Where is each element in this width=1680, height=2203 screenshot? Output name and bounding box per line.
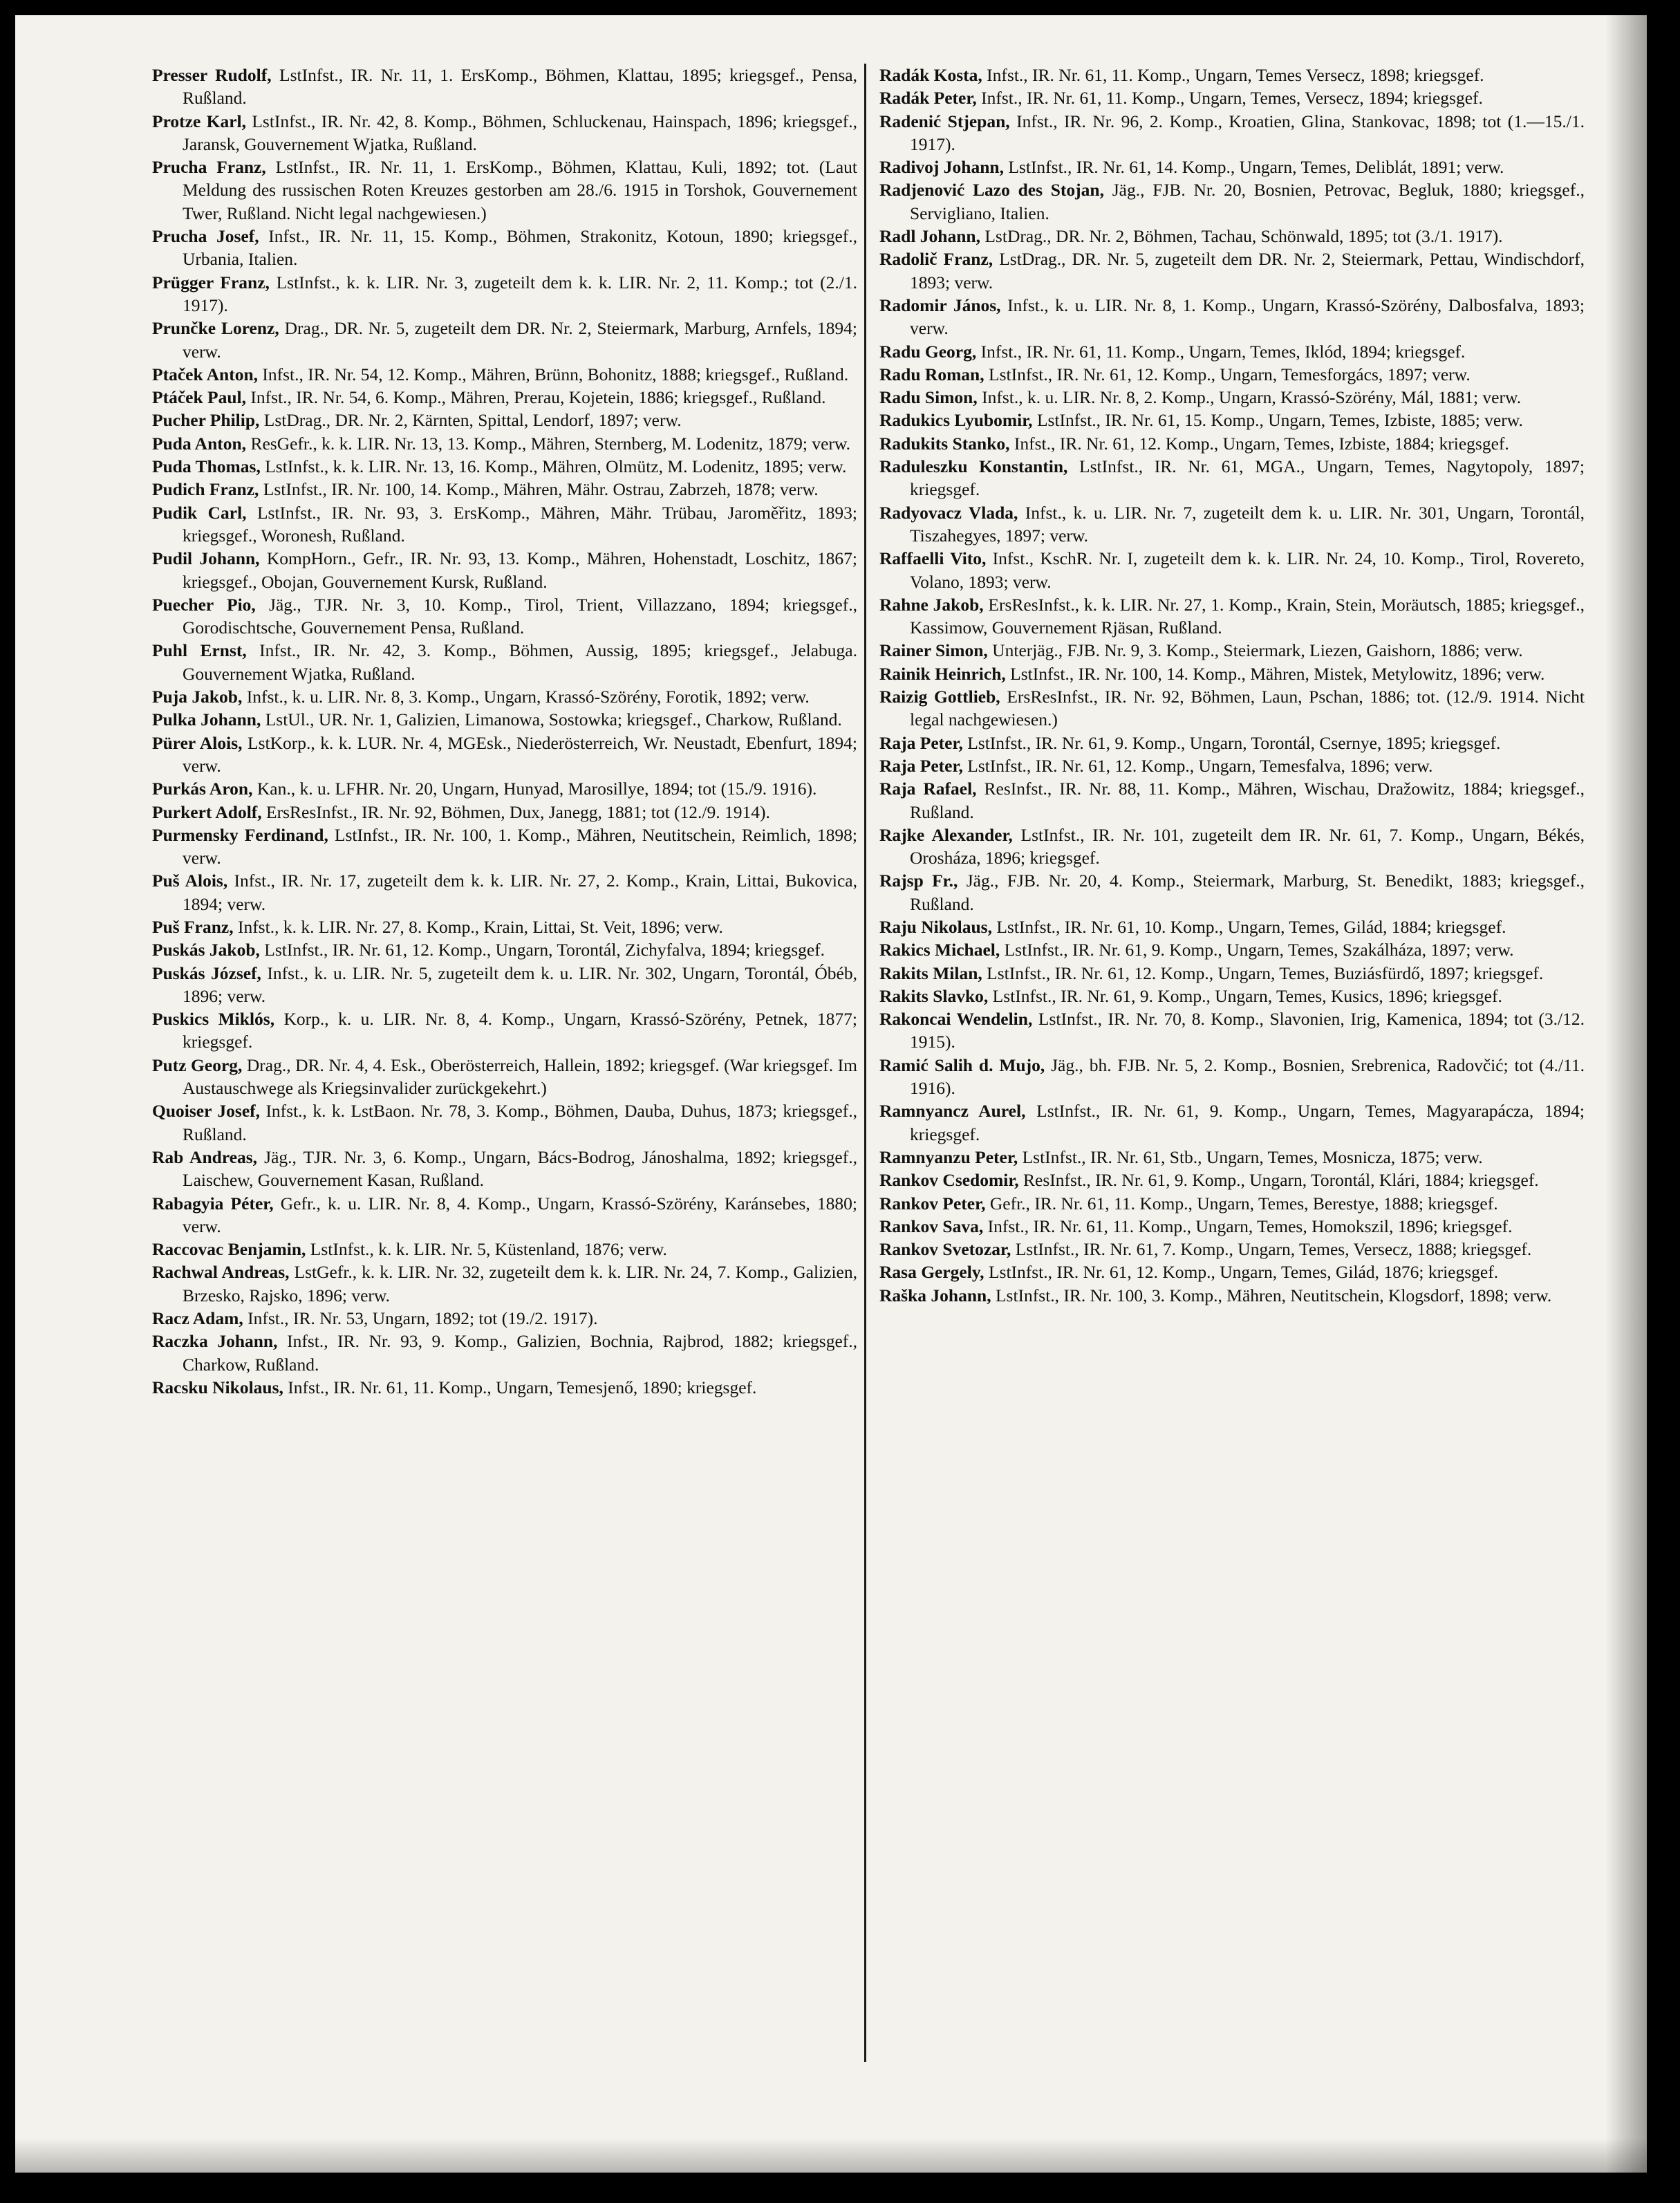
- entry-details: Infst., k. k. LstBaon. Nr. 78, 3. Komp., Böhmen, Dauba, Duhus, 1873; kriegsgef., Rußland.: [183, 1101, 857, 1144]
- entry-name: Rankov Peter,: [879, 1193, 986, 1214]
- entry-name: Puš Franz,: [152, 916, 234, 937]
- list-entry: [879, 340, 1585, 363]
- entry-name: Rakits Milan,: [879, 963, 982, 983]
- list-entry: [152, 363, 857, 386]
- entry-name: Pudik Carl,: [152, 502, 247, 523]
- list-entry: [879, 1192, 1585, 1215]
- list-entry: [152, 225, 857, 271]
- list-entry: [152, 501, 857, 548]
- entry-name: Rakits Slavko,: [879, 985, 989, 1006]
- entry-name: Radu Georg,: [879, 341, 977, 362]
- entry-name: Radu Roman,: [879, 364, 984, 384]
- entry-details: LstInfst., IR. Nr. 11, 1. ErsKomp., Böhmen, Klattau, Kuli, 1892; tot. (Laut Meldung des russischen Roten Kreuzes gestorben am 28./6. 1915 in Torshok, Gouvernement Twer, Rußland. Nicht legal nachgewiesen.): [183, 157, 857, 223]
- entry-details: Jäg., TJR. Nr. 3, 6. Komp., Ungarn, Bács-Bodrog, Jánoshalma, 1892; kriegsgef., Laischew, Gouvernement Kasan, Rußland.: [183, 1146, 857, 1191]
- entry-details: Infst., IR. Nr. 61, 11. Komp., Ungarn, Temes, Versecz, 1894; kriegsgef.: [976, 88, 1483, 109]
- entry-name: Raizig Gottlieb,: [879, 687, 1000, 707]
- entry-details: Infst., k. u. LIR. Nr. 5, zugeteilt dem k. u. LIR. Nr. 302, Ungarn, Torontál, Óbéb, 1896; verw.: [183, 963, 857, 1006]
- entry-name: Puda Anton,: [152, 433, 247, 454]
- entry-details: LstUl., UR. Nr. 1, Galizien, Limanowa, Sostowka; kriegsgef., Charkow, Rußland.: [261, 709, 842, 730]
- list-entry: [879, 1007, 1585, 1054]
- entry-details: Infst., IR. Nr. 96, 2. Komp., Kroatien, Glina, Stankovac, 1898; tot (1.—15./1. 1917).: [910, 111, 1585, 154]
- list-entry: [879, 294, 1585, 340]
- entry-details: Jäg., TJR. Nr. 3, 10. Komp., Tirol, Trient, Villazzano, 1894; kriegsgef., Gorodischtsche, Gouvernement Pensa, Rußland.: [183, 594, 857, 638]
- entry-details: Infst., IR. Nr. 61, 11. Komp., Ungarn, Temesjenő, 1890; kriegsgef.: [283, 1377, 757, 1397]
- list-entry: [879, 225, 1585, 248]
- list-entry: [152, 317, 857, 363]
- list-entry: [152, 732, 857, 778]
- list-entry: [152, 64, 857, 110]
- right-column: [879, 64, 1585, 1307]
- entry-name: Puecher Pio,: [152, 594, 256, 615]
- entry-details: LstInfst., IR. Nr. 100, 1. Komp., Mähren, Neutitschein, Reimlich, 1898; verw.: [183, 824, 857, 868]
- entry-details: LstInfst., IR. Nr. 101, zugeteilt dem IR. Nr. 61, 7. Komp., Ungarn, Békés, Orosháza, 1896; kriegsgef.: [910, 824, 1585, 868]
- entry-name: Puja Jakob,: [152, 687, 243, 707]
- left-column: [152, 64, 857, 1399]
- entry-details: LstInfst., k. k. LIR. Nr. 13, 16. Komp., Mähren, Olmütz, M. Lodenitz, 1895; verw.: [260, 456, 847, 477]
- entry-name: Raczka Johann,: [152, 1331, 278, 1352]
- entry-details: LstKorp., k. k. LUR. Nr. 4, MGEsk., Niederösterreich, Wr. Neustadt, Ebenfurt, 1894; verw.: [183, 732, 857, 776]
- entry-details: Gefr., IR. Nr. 61, 11. Komp., Ungarn, Temes, Berestye, 1888; kriegsgef.: [985, 1193, 1498, 1214]
- list-entry: [879, 86, 1585, 109]
- entry-name: Purkert Adolf,: [152, 801, 262, 822]
- entry-name: Radu Simon,: [879, 387, 978, 408]
- entry-details: LstInfst., IR. Nr. 42, 8. Komp., Böhmen, Schluckenau, Hainspach, 1896; kriegsgef., Jaransk, Gouvernement Wjatka, Rußland.: [183, 111, 857, 154]
- entry-details: Jäg., FJB. Nr. 20, 4. Komp., Steiermark, Marburg, St. Benedikt, 1883; kriegsgef., Rußland.: [910, 871, 1585, 914]
- entry-details: Infst., IR. Nr. 61, 11. Komp., Ungarn, Temes Versecz, 1898; kriegsgef.: [982, 65, 1484, 85]
- entry-name: Rankov Svetozar,: [879, 1239, 1011, 1260]
- entry-details: Infst., k. u. LIR. Nr. 8, 3. Komp., Ungarn, Krassó-Szörény, Forotik, 1892; verw.: [242, 687, 810, 707]
- list-entry: [879, 754, 1585, 777]
- entry-name: Prucha Josef,: [152, 226, 259, 247]
- entry-name: Radák Peter,: [879, 88, 977, 109]
- entry-name: Raja Peter,: [879, 732, 963, 753]
- entry-details: Kan., k. u. LFHR. Nr. 20, Ungarn, Hunyad, Marosillye, 1894; tot (15./9. 1916).: [252, 779, 817, 799]
- document-page: [15, 15, 1647, 2173]
- list-entry: [879, 869, 1585, 915]
- list-entry: [152, 938, 857, 961]
- list-entry: [879, 1054, 1585, 1100]
- entry-name: Pürer Alois,: [152, 732, 243, 753]
- list-entry: [152, 915, 857, 938]
- entry-details: ResInfst., IR. Nr. 61, 9. Komp., Ungarn, Torontál, Klári, 1884; kriegsgef.: [1018, 1170, 1539, 1191]
- list-entry: [879, 777, 1585, 824]
- entry-name: Ramnyanzu Peter,: [879, 1146, 1018, 1167]
- entry-name: Rahne Jakob,: [879, 594, 984, 615]
- entry-name: Rajsp Fr.,: [879, 871, 958, 891]
- list-entry: [879, 962, 1585, 985]
- list-entry: [879, 110, 1585, 156]
- entry-name: Rainer Simon,: [879, 640, 988, 661]
- page-edge-shadow: [1605, 15, 1647, 2173]
- entry-name: Pudich Franz,: [152, 479, 259, 500]
- entry-details: Korp., k. u. LIR. Nr. 8, 4. Komp., Ungarn, Krassó-Szörény, Petnek, 1877; kriegsgef.: [183, 1009, 857, 1052]
- entry-details: Infst., IR. Nr. 54, 12. Komp., Mähren, Brünn, Bohonitz, 1888; kriegsgef., Rußland.: [258, 364, 849, 384]
- entry-name: Radukics Lyubomir,: [879, 410, 1033, 431]
- entry-details: Infst., IR. Nr. 93, 9. Komp., Galizien, Bochnia, Rajbrod, 1882; kriegsgef., Charkow, Rußland.: [183, 1331, 858, 1375]
- entry-name: Puš Alois,: [152, 871, 228, 891]
- entry-name: Protze Karl,: [152, 111, 246, 131]
- list-entry: [152, 1376, 857, 1399]
- list-entry: [879, 547, 1585, 593]
- entry-name: Rabagyia Péter,: [152, 1193, 274, 1214]
- list-entry: [879, 1169, 1585, 1191]
- entry-name: Puskás József,: [152, 963, 261, 983]
- entry-name: Raccovac Benjamin,: [152, 1239, 306, 1260]
- entry-details: Infst., IR. Nr. 17, zugeteilt dem k. k. LIR. Nr. 27, 2. Komp., Krain, Littai, Bukovica, 1894; verw.: [183, 871, 857, 914]
- entry-name: Purmensky Ferdinand,: [152, 824, 328, 845]
- entry-details: LstGefr., k. k. LIR. Nr. 32, zugeteilt dem k. k. LIR. Nr. 24, 7. Komp., Galizien, Brzesko, Rajsko, 1896; verw.: [183, 1262, 858, 1305]
- list-entry: [152, 547, 857, 593]
- entry-details: ResGefr., k. k. LIR. Nr. 13, 13. Komp., Mähren, Sternberg, M. Lodenitz, 1879; verw.: [246, 433, 851, 454]
- entry-details: Unterjäg., FJB. Nr. 9, 3. Komp., Steiermark, Liezen, Gaishorn, 1886; verw.: [987, 640, 1523, 661]
- list-entry: [152, 824, 857, 870]
- entry-details: Infst., IR. Nr. 61, 11. Komp., Ungarn, Temes, Homokszil, 1896; kriegsgef.: [983, 1216, 1513, 1236]
- list-entry: [879, 386, 1585, 409]
- entry-details: LstInfst., k. k. LIR. Nr. 3, zugeteilt dem k. k. LIR. Nr. 2, 11. Komp.; tot (2./1. 1917).: [183, 272, 857, 315]
- list-entry: [879, 938, 1585, 961]
- list-entry: [152, 639, 857, 685]
- list-entry: [152, 1238, 857, 1261]
- list-entry: [879, 156, 1585, 178]
- entry-details: LstInfst., IR. Nr. 11, 1. ErsKomp., Böhmen, Klattau, 1895; kriegsgef., Pensa, Rußland.: [183, 65, 857, 109]
- entry-details: LstInfst., IR. Nr. 61, MGA., Ungarn, Temes, Nagytopoly, 1897; kriegsgef.: [910, 456, 1585, 500]
- entry-details: LstInfst., IR. Nr. 61, 9. Komp., Ungarn, Temes, Szakálháza, 1897; verw.: [1000, 940, 1514, 960]
- entry-name: Ramić Salih d. Mujo,: [879, 1054, 1045, 1075]
- list-entry: [152, 478, 857, 501]
- entry-name: Ptáček Paul,: [152, 387, 246, 408]
- entry-details: ErsResInfst., IR. Nr. 92, Böhmen, Dux, Janegg, 1881; tot (12./9. 1914).: [261, 801, 770, 822]
- list-entry: [879, 501, 1585, 548]
- column-divider: [864, 64, 866, 2062]
- entry-name: Pudil Johann,: [152, 548, 260, 569]
- entry-details: LstInfst., IR. Nr. 61, 9. Komp., Ungarn, Temes, Kusics, 1896; kriegsgef.: [988, 985, 1502, 1006]
- entry-name: Rainik Heinrich,: [879, 663, 1006, 684]
- entry-name: Quoiser Josef,: [152, 1101, 260, 1122]
- list-entry: [879, 1284, 1585, 1307]
- entry-details: Infst., k. u. LIR. Nr. 8, 1. Komp., Ungarn, Krassó-Szörény, Dalbosfalva, 1893; verw.: [910, 295, 1585, 339]
- list-entry: [879, 178, 1585, 225]
- entry-details: Infst., k. u. LIR. Nr. 7, zugeteilt dem k. u. LIR. Nr. 301, Ungarn, Torontál, Tiszahegyes, 1897; verw.: [910, 502, 1585, 546]
- entry-name: Radivoj Johann,: [879, 157, 1004, 178]
- entry-name: Racz Adam,: [152, 1308, 243, 1329]
- entry-details: LstInfst., IR. Nr. 61, 9. Komp., Ungarn, Temes, Magyarapácza, 1894; kriegsgef.: [910, 1101, 1585, 1144]
- entry-name: Rajke Alexander,: [879, 824, 1013, 845]
- entry-details: LstInfst., IR. Nr. 100, 14. Komp., Mähren, Mähr. Ostrau, Zabrzeh, 1878; verw.: [259, 479, 819, 500]
- list-entry: [152, 1261, 857, 1307]
- entry-name: Puhl Ernst,: [152, 640, 247, 661]
- list-entry: [879, 639, 1585, 662]
- entry-name: Pulka Johann,: [152, 709, 261, 730]
- entry-details: Infst., IR. Nr. 61, 11. Komp., Ungarn, Temes, Iklód, 1894; kriegsgef.: [976, 341, 1466, 362]
- list-entry: [152, 1330, 857, 1376]
- entry-name: Raja Peter,: [879, 755, 963, 776]
- entry-name: Puskás Jakob,: [152, 940, 260, 960]
- entry-name: Radák Kosta,: [879, 65, 982, 85]
- entry-name: Ramnyancz Aurel,: [879, 1101, 1026, 1122]
- entry-name: Rasa Gergely,: [879, 1262, 984, 1283]
- list-entry: [879, 1215, 1585, 1238]
- entry-name: Raffaelli Vito,: [879, 548, 987, 569]
- entry-details: Drag., DR. Nr. 4, 4. Esk., Oberösterreich, Hallein, 1892; kriegsgef. (War kriegsgef. Im Austauschwege als Kriegsinvalider zurückgekehrt.): [183, 1054, 857, 1099]
- list-entry: [152, 271, 857, 317]
- entry-details: LstInfst., IR. Nr. 61, 12. Komp., Ungarn, Torontál, Zichyfalva, 1894; kriegsgef.: [259, 940, 825, 960]
- list-entry: [152, 1192, 857, 1238]
- entry-details: Infst., IR. Nr. 11, 15. Komp., Böhmen, Strakonitz, Kotoun, 1890; kriegsgef., Urbania, Italien.: [183, 226, 858, 270]
- list-entry: [879, 64, 1585, 86]
- entry-details: LstInfst., IR. Nr. 61, 9. Komp., Ungarn, Torontál, Csernye, 1895; kriegsgef.: [962, 732, 1501, 753]
- list-entry: [152, 801, 857, 824]
- list-entry: [879, 409, 1585, 431]
- entry-name: Radomir János,: [879, 295, 1001, 315]
- entry-name: Prucha Franz,: [152, 157, 266, 178]
- list-entry: [879, 1238, 1585, 1261]
- entry-details: LstInfst., IR. Nr. 61, 10. Komp., Ungarn, Temes, Gilád, 1884; kriegsgef.: [991, 916, 1506, 937]
- entry-details: Infst., IR. Nr. 61, 12. Komp., Ungarn, Temes, Izbiste, 1884; kriegsgef.: [1009, 433, 1509, 454]
- entry-name: Puda Thomas,: [152, 456, 261, 477]
- entry-details: Jäg., FJB. Nr. 20, Bosnien, Petrovac, Begluk, 1880; kriegsgef., Servigliano, Italien.: [910, 180, 1585, 223]
- list-entry: [152, 409, 857, 431]
- entry-name: Raju Nikolaus,: [879, 916, 992, 937]
- list-entry: [879, 985, 1585, 1007]
- entry-details: ErsResInfst., k. k. LIR. Nr. 27, 1. Komp., Krain, Stein, Moräutsch, 1885; kriegsgef., Kassimow, Gouvernement Rjäsan, Rußland.: [910, 594, 1585, 638]
- entry-details: Infst., IR. Nr. 53, Ungarn, 1892; tot (19./2. 1917).: [243, 1308, 598, 1329]
- entry-details: LstInfst., IR. Nr. 61, 12. Komp., Ungarn, Temes, Buziásfürdő, 1897; kriegsgef.: [982, 963, 1544, 983]
- entry-details: LstInfst., IR. Nr. 61, Stb., Ungarn, Temes, Mosnicza, 1875; verw.: [1018, 1146, 1483, 1167]
- list-entry: [152, 962, 857, 1008]
- list-entry: [879, 685, 1585, 732]
- list-entry: [152, 432, 857, 455]
- list-entry: [879, 1099, 1585, 1146]
- list-entry: [879, 824, 1585, 870]
- entry-name: Ptaček Anton,: [152, 364, 258, 384]
- entry-details: Infst., IR. Nr. 42, 3. Komp., Böhmen, Aussig, 1895; kriegsgef., Jelabuga. Gouvernement Wjatka, Rußland.: [183, 640, 857, 684]
- entry-name: Rab Andreas,: [152, 1146, 258, 1167]
- entry-details: LstInfst., IR. Nr. 61, 14. Komp., Ungarn, Temes, Deliblát, 1891; verw.: [1003, 157, 1504, 178]
- entry-details: Gefr., k. u. LIR. Nr. 8, 4. Komp., Ungarn, Krassó-Szörény, Karánsebes, 1880; verw.: [183, 1193, 857, 1236]
- list-entry: [879, 248, 1585, 294]
- entry-details: LstInfst., IR. Nr. 61, 15. Komp., Ungarn, Temes, Izbiste, 1885; verw.: [1032, 410, 1523, 431]
- entry-name: Rachwal Andreas,: [152, 1262, 290, 1283]
- entry-name: Radl Johann,: [879, 226, 980, 247]
- list-entry: [152, 1146, 857, 1192]
- entry-details: Drag., DR. Nr. 5, zugeteilt dem DR. Nr. 2, Steiermark, Marburg, Arnfels, 1894; verw.: [183, 318, 858, 362]
- entry-name: Radukits Stanko,: [879, 433, 1010, 454]
- entry-name: Purkás Aron,: [152, 779, 253, 799]
- list-entry: [152, 1007, 857, 1054]
- entry-name: Puskics Miklós,: [152, 1009, 275, 1030]
- list-entry: [879, 432, 1585, 455]
- entry-name: Putz Georg,: [152, 1054, 243, 1075]
- list-entry: [152, 386, 857, 409]
- entry-details: Infst., IR. Nr. 54, 6. Komp., Mähren, Prerau, Kojetein, 1886; kriegsgef., Rußland.: [245, 387, 826, 408]
- list-entry: [152, 1307, 857, 1330]
- entry-details: Infst., k. k. LIR. Nr. 27, 8. Komp., Krain, Littai, St. Veit, 1896; verw.: [233, 916, 723, 937]
- list-entry: [879, 455, 1585, 501]
- entry-details: LstInfst., IR. Nr. 100, 3. Komp., Mähren, Neutitschein, Klogsdorf, 1898; verw.: [991, 1285, 1552, 1305]
- entry-details: LstInfst., IR. Nr. 61, 12. Komp., Ungarn, Temes, Gilád, 1876; kriegsgef.: [984, 1262, 1499, 1283]
- entry-details: Infst., k. u. LIR. Nr. 8, 2. Komp., Ungarn, Krassó-Szörény, Mál, 1881; verw.: [977, 387, 1522, 408]
- entry-details: ErsResInfst., IR. Nr. 92, Böhmen, Laun, Pschan, 1886; tot. (12./9. 1914. Nicht legal nachgewiesen.): [910, 687, 1585, 730]
- entry-details: LstInfst., IR. Nr. 61, 12. Komp., Ungarn, Temesfalva, 1896; verw.: [962, 755, 1433, 776]
- entry-name: Rakics Michael,: [879, 940, 1000, 960]
- list-entry: [152, 110, 857, 156]
- list-entry: [152, 708, 857, 731]
- list-entry: [879, 1146, 1585, 1169]
- list-entry: [152, 593, 857, 640]
- entry-details: LstDrag., DR. Nr. 2, Böhmen, Tachau, Schönwald, 1895; tot (3./1. 1917).: [980, 226, 1503, 247]
- list-entry: [152, 1054, 857, 1100]
- list-entry: [879, 915, 1585, 938]
- page-bottom-shadow: [15, 2138, 1647, 2173]
- entry-details: Jäg., bh. FJB. Nr. 5, 2. Komp., Bosnien, Srebrenica, Radovčić; tot (4./11. 1916).: [910, 1054, 1585, 1099]
- entry-details: LstInfst., IR. Nr. 61, 12. Komp., Ungarn, Temesforgács, 1897; verw.: [984, 364, 1471, 384]
- entry-name: Radyovacz Vlada,: [879, 502, 1018, 523]
- entry-name: Raška Johann,: [879, 1285, 991, 1305]
- entry-name: Presser Rudolf,: [152, 65, 272, 85]
- entry-name: Prügger Franz,: [152, 272, 270, 292]
- entry-details: LstDrag., DR. Nr. 5, zugeteilt dem DR. Nr. 2, Steiermark, Pettau, Windischdorf, 1893; verw.: [910, 249, 1585, 292]
- list-entry: [152, 685, 857, 708]
- list-entry: [152, 869, 857, 915]
- entry-name: Rankov Csedomir,: [879, 1170, 1019, 1191]
- list-entry: [879, 363, 1585, 386]
- entry-name: Rankov Sava,: [879, 1216, 984, 1236]
- entry-name: Radenić Stjepan,: [879, 111, 1010, 131]
- list-entry: [879, 662, 1585, 685]
- entry-details: LstInfst., IR. Nr. 100, 14. Komp., Mähren, Mistek, Metylowitz, 1896; verw.: [1005, 663, 1545, 684]
- entry-name: Radjenović Lazo des Stojan,: [879, 180, 1104, 201]
- entry-name: Raduleszku Konstantin,: [879, 456, 1068, 477]
- entry-details: LstInfst., IR. Nr. 61, 7. Komp., Ungarn, Temes, Versecz, 1888; kriegsgef.: [1011, 1239, 1532, 1260]
- list-entry: [879, 593, 1585, 640]
- entry-details: LstInfst., k. k. LIR. Nr. 5, Küstenland, 1876; verw.: [306, 1239, 667, 1260]
- entry-details: Infst., KschR. Nr. I, zugeteilt dem k. k. LIR. Nr. 24, 10. Komp., Tirol, Rovereto, Volano, 1893; verw.: [910, 548, 1585, 592]
- list-entry: [152, 777, 857, 800]
- entry-name: Pucher Philip,: [152, 410, 260, 431]
- list-entry: [879, 1261, 1585, 1283]
- entry-details: ResInfst., IR. Nr. 88, 11. Komp., Mähren, Wischau, Dražowitz, 1884; kriegsgef., Rußland.: [910, 779, 1585, 822]
- list-entry: [152, 156, 857, 225]
- entry-details: LstInfst., IR. Nr. 93, 3. ErsKomp., Mähren, Mähr. Trübau, Jaroměřitz, 1893; kriegsgef., Woronesh, Rußland.: [183, 502, 857, 546]
- entry-name: Radolič Franz,: [879, 249, 993, 270]
- list-entry: [152, 1099, 857, 1146]
- entry-details: LstDrag., DR. Nr. 2, Kärnten, Spittal, Lendorf, 1897; verw.: [259, 410, 682, 431]
- entry-details: KompHorn., Gefr., IR. Nr. 93, 13. Komp., Mähren, Hohenstadt, Loschitz, 1867; kriegsgef., Obojan, Gouvernement Kursk, Rußland.: [183, 548, 857, 592]
- entry-name: Racsku Nikolaus,: [152, 1377, 283, 1397]
- entry-details: LstInfst., IR. Nr. 70, 8. Komp., Slavonien, Irig, Kamenica, 1894; tot (3./12. 1915).: [910, 1009, 1585, 1052]
- entry-name: Raja Rafael,: [879, 779, 977, 799]
- entry-name: Rakoncai Wendelin,: [879, 1009, 1033, 1030]
- list-entry: [152, 455, 857, 478]
- list-entry: [879, 732, 1585, 754]
- entry-name: Prunčke Lorenz,: [152, 318, 279, 339]
